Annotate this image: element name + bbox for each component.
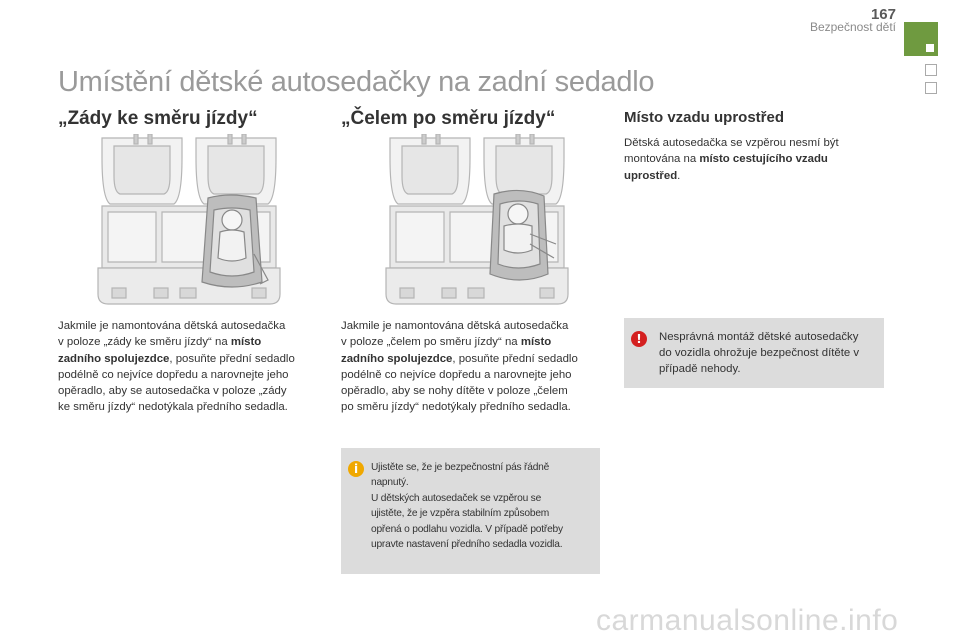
heading-rear-centre: Místo vzadu uprostřed — [624, 109, 785, 126]
heading-rear-facing: „Zády ke směru jízdy“ — [58, 108, 258, 129]
rear-facing-seat-illustration — [96, 134, 282, 306]
info-icon: i — [348, 461, 364, 477]
info-panel — [341, 448, 600, 574]
page-number: 167 — [870, 6, 896, 23]
section-name: Bezpečnost dětí — [809, 20, 896, 34]
rear-facing-instructions: Jakmile je namontována dětská autosedačka v poloze „zády ke směru jízdy“ na místo zadního spolujezdce, posuňte přední sedadlo podélně co nejvíce dopředu a narovnejte jeho opěradlo, aby se autosedačka v poloze „zády ke směru jízdy“ nedotýkala předního sedadla. — [58, 320, 295, 414]
forward-facing-seat-illustration — [384, 134, 570, 306]
chapter-box-icon — [925, 82, 937, 94]
info-text: Ujistěte se, že je bezpečnostní pás řádně napnutý. U dětských autosedaček se vzpěrou se ujistěte, že je vzpěra stabilním způsobem opřená o podlahu vozidla. V případě potřeby upravte nastavení předního sedadla vozidla. — [371, 462, 563, 551]
warning-text: Nesprávná montáž dětské autosedačky do vozidla ohrožuje bezpečnost dítěte v případě nehody. — [659, 331, 860, 375]
heading-forward-facing: „Čelem po směru jízdy“ — [341, 108, 556, 129]
chapter-tab — [904, 22, 938, 56]
page-title: Umístění dětské autosedačky na zadní sedadlo — [58, 66, 655, 98]
warning-panel — [624, 318, 884, 388]
chapter-box-icon — [925, 64, 937, 76]
warning-icon: ! — [631, 331, 647, 347]
rear-centre-instructions: Dětská autosedačka se vzpěrou nesmí být montována na místo cestujícího vzadu uprostřed. — [624, 137, 839, 182]
chapter-marker-icon — [926, 44, 934, 52]
forward-facing-instructions: Jakmile je namontována dětská autosedačka v poloze „čelem po směru jízdy“ na místo zadního spolujezdce, posuňte přední sedadlo podélně co nejvíce dopředu a narovnejte jeho opěradlo, aby se nohy dítěte v poloze „čelem po směru jízdy“ nedotýkaly předního sedadla. — [341, 320, 578, 414]
watermark: carmanualsonline.info — [596, 604, 899, 637]
